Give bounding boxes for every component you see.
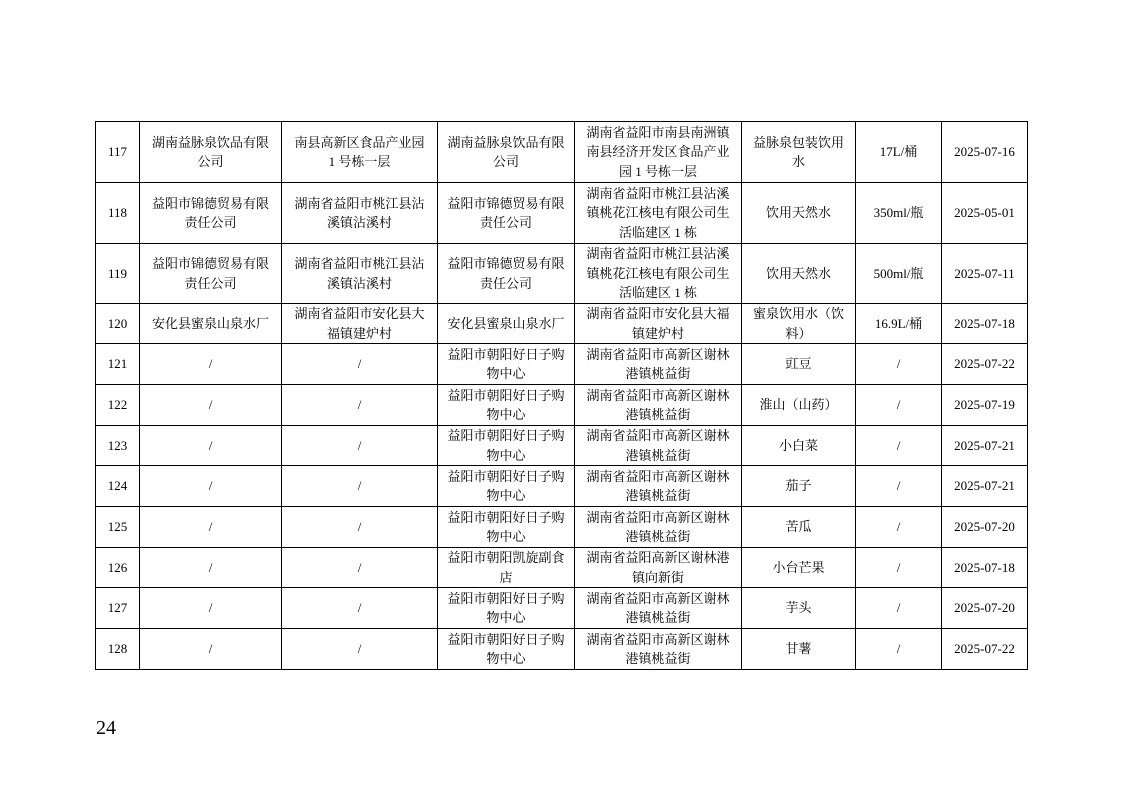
product-name-cell — [742, 588, 855, 628]
sampled-unit-name: 益阳市锦德贸易有限责任公司 — [447, 195, 565, 230]
sampled-unit-address: 湖南省益阳市高新区谢林港镇桃益街 — [586, 590, 730, 625]
specification: / — [896, 478, 901, 494]
product-name-cell — [742, 426, 855, 465]
production-date: 2025-07-22 — [954, 356, 1015, 372]
row-number-cell — [96, 588, 139, 628]
sampled-unit-address: 湖南省益阳市桃江县沾溪镇桃花江核电有限公司生活临建区 1 栋 — [586, 185, 730, 240]
sampled-unit-name: 益阳市朝阳好日子购物中心 — [447, 428, 565, 463]
producer-address-cell — [282, 304, 437, 343]
row-number-cell — [96, 385, 139, 425]
row-number: 117 — [107, 144, 128, 160]
product-name-cell — [742, 344, 855, 384]
specification: 350ml/瓶 — [873, 205, 924, 221]
specification-cell — [856, 466, 941, 506]
specification: 17L/桶 — [879, 144, 918, 160]
sampled-unit-name-cell — [438, 588, 574, 628]
specification-cell — [856, 304, 941, 343]
sampled-unit-name-cell — [438, 122, 574, 182]
product-name-cell — [742, 507, 855, 547]
sampled-unit-address: 湖南省益阳市安化县大福镇建炉村 — [586, 306, 730, 341]
production-date-cell — [942, 588, 1027, 628]
producer-address: 南县高新区食品产业园 1 号栋一层 — [294, 134, 425, 169]
row-number-cell — [96, 304, 139, 343]
sampled-unit-address: 湖南省益阳市高新区谢林港镇桃益街 — [586, 468, 730, 503]
production-date: 2025-05-01 — [954, 205, 1015, 221]
specification: 500ml/瓶 — [873, 265, 924, 281]
producer-name: / — [208, 397, 213, 413]
production-date: 2025-07-18 — [954, 559, 1015, 575]
sampled-unit-name: 益阳市朝阳好日子购物中心 — [447, 509, 565, 544]
sampled-unit-name: 安化县蜜泉山泉水厂 — [447, 315, 565, 331]
sampled-unit-name: 益阳市朝阳好日子购物中心 — [447, 468, 565, 503]
producer-name: / — [208, 478, 213, 494]
producer-address-cell — [282, 344, 437, 384]
sampled-unit-name-cell — [438, 344, 574, 384]
producer-name-cell — [140, 426, 281, 465]
row-number-cell — [96, 183, 139, 243]
specification: / — [896, 356, 901, 372]
sampled-unit-address-cell — [575, 629, 741, 669]
sampled-unit-name-cell — [438, 183, 574, 243]
production-date: 2025-07-20 — [954, 600, 1015, 616]
sampled-unit-address: 湖南省益阳市高新区谢林港镇桃益街 — [586, 631, 730, 666]
specification-cell — [856, 344, 941, 384]
row-number: 122 — [107, 397, 128, 413]
producer-name-cell — [140, 385, 281, 425]
production-date-cell — [942, 548, 1027, 587]
page-number: 24 — [96, 717, 116, 739]
row-number-cell — [96, 244, 139, 303]
producer-address: 湖南省益阳市桃江县沾溪镇沾溪村 — [294, 195, 425, 230]
production-date: 2025-07-20 — [954, 519, 1015, 535]
production-date-cell — [942, 244, 1027, 303]
production-date-cell — [942, 466, 1027, 506]
row-number: 121 — [107, 356, 128, 372]
producer-name-cell — [140, 244, 281, 303]
product-name: 饮用天然水 — [765, 205, 831, 221]
row-number: 126 — [107, 559, 128, 575]
product-name-cell — [742, 385, 855, 425]
sampled-unit-address-cell — [575, 426, 741, 465]
specification: / — [896, 600, 901, 616]
product-name: 豇豆 — [785, 356, 812, 372]
product-name-cell — [742, 244, 855, 303]
producer-address: / — [357, 519, 362, 535]
sampled-unit-name: 益阳市朝阳好日子购物中心 — [447, 387, 565, 422]
product-name-cell — [742, 304, 855, 343]
product-name-cell — [742, 548, 855, 587]
product-name-cell — [742, 183, 855, 243]
sampled-unit-name: 益阳市朝阳好日子购物中心 — [447, 346, 565, 381]
producer-name: / — [208, 641, 213, 657]
row-number-cell — [96, 507, 139, 547]
producer-name: / — [208, 600, 213, 616]
producer-name: / — [208, 356, 213, 372]
specification-cell — [856, 507, 941, 547]
specification-cell — [856, 183, 941, 243]
sampled-unit-address: 湖南省益阳市高新区谢林港镇桃益街 — [586, 346, 730, 381]
producer-name-cell — [140, 344, 281, 384]
sampling-results-table — [95, 121, 1028, 670]
row-number: 118 — [107, 205, 128, 221]
producer-name: 湖南益脉泉饮品有限公司 — [151, 134, 269, 169]
row-number: 120 — [107, 315, 128, 331]
producer-name: / — [208, 519, 213, 535]
product-name: 饮用天然水 — [765, 265, 831, 281]
row-number: 123 — [107, 437, 128, 453]
producer-name: / — [208, 559, 213, 575]
specification: / — [896, 559, 901, 575]
product-name: 苦瓜 — [785, 519, 812, 535]
specification: / — [896, 519, 901, 535]
producer-address: / — [357, 600, 362, 616]
sampled-unit-name-cell — [438, 466, 574, 506]
product-name: 蜜泉饮用水（饮料） — [752, 306, 844, 341]
sampled-unit-address: 湖南省益阳市高新区谢林港镇桃益街 — [586, 387, 730, 422]
specification-cell — [856, 244, 941, 303]
row-number: 119 — [107, 265, 128, 281]
sampled-unit-address: 湖南省益阳市高新区谢林港镇桃益街 — [586, 509, 730, 544]
specification: / — [896, 641, 901, 657]
row-number: 125 — [107, 519, 128, 535]
specification: / — [896, 397, 901, 413]
producer-address: / — [357, 397, 362, 413]
producer-name: 安化县蜜泉山泉水厂 — [151, 315, 269, 331]
product-name: 小白菜 — [778, 437, 818, 453]
sampled-unit-address: 湖南省益阳市南县南洲镇南县经济开发区食品产业园 1 号栋一层 — [586, 124, 730, 179]
sampled-unit-name-cell — [438, 304, 574, 343]
sampled-unit-address-cell — [575, 344, 741, 384]
specification-cell — [856, 588, 941, 628]
production-date: 2025-07-19 — [954, 397, 1015, 413]
sampled-unit-name: 益阳市朝阳好日子购物中心 — [447, 590, 565, 625]
production-date-cell — [942, 385, 1027, 425]
production-date: 2025-07-18 — [954, 315, 1015, 331]
production-date-cell — [942, 507, 1027, 547]
producer-address: / — [357, 437, 362, 453]
product-name: 茄子 — [785, 478, 812, 494]
specification: / — [896, 437, 901, 453]
sampled-unit-address-cell — [575, 122, 741, 182]
specification-cell — [856, 426, 941, 465]
production-date-cell — [942, 426, 1027, 465]
row-number-cell — [96, 629, 139, 669]
producer-address: 湖南省益阳市安化县大福镇建炉村 — [294, 306, 425, 341]
production-date-cell — [942, 629, 1027, 669]
sampled-unit-address: 湖南省益阳市高新区谢林港镇桃益街 — [586, 428, 730, 463]
sampled-unit-name-cell — [438, 548, 574, 587]
producer-address: / — [357, 356, 362, 372]
product-name: 益脉泉包装饮用水 — [752, 134, 844, 169]
producer-address-cell — [282, 183, 437, 243]
specification-cell — [856, 385, 941, 425]
specification-cell — [856, 629, 941, 669]
product-name: 淮山（山药） — [759, 397, 838, 413]
product-name: 芋头 — [785, 600, 812, 616]
product-name: 小台芒果 — [772, 559, 825, 575]
producer-address-cell — [282, 385, 437, 425]
sampled-unit-name-cell — [438, 244, 574, 303]
sampled-unit-address-cell — [575, 507, 741, 547]
row-number-cell — [96, 122, 139, 182]
producer-name-cell — [140, 507, 281, 547]
producer-name-cell — [140, 183, 281, 243]
sampled-unit-address-cell — [575, 183, 741, 243]
row-number: 124 — [107, 478, 128, 494]
producer-address: / — [357, 478, 362, 494]
specification-cell — [856, 122, 941, 182]
sampled-unit-address-cell — [575, 304, 741, 343]
producer-name: 益阳市锦德贸易有限责任公司 — [151, 256, 269, 291]
production-date-cell — [942, 344, 1027, 384]
production-date: 2025-07-11 — [954, 265, 1015, 281]
producer-name-cell — [140, 548, 281, 587]
producer-name-cell — [140, 304, 281, 343]
specification: 16.9L/桶 — [874, 315, 923, 331]
producer-address-cell — [282, 122, 437, 182]
sampled-unit-name: 益阳市朝阳好日子购物中心 — [447, 631, 565, 666]
specification-cell — [856, 548, 941, 587]
sampled-unit-address: 湖南省益阳高新区谢林港镇向新街 — [586, 550, 730, 585]
sampled-unit-address-cell — [575, 466, 741, 506]
producer-address-cell — [282, 507, 437, 547]
sampled-unit-name-cell — [438, 426, 574, 465]
producer-address-cell — [282, 466, 437, 506]
product-name-cell — [742, 466, 855, 506]
row-number-cell — [96, 466, 139, 506]
production-date-cell — [942, 304, 1027, 343]
producer-address-cell — [282, 244, 437, 303]
sampled-unit-name-cell — [438, 507, 574, 547]
producer-address: / — [357, 559, 362, 575]
product-name: 甘薯 — [785, 641, 812, 657]
sampled-unit-name: 湖南益脉泉饮品有限公司 — [447, 134, 565, 169]
producer-address-cell — [282, 426, 437, 465]
producer-name: 益阳市锦德贸易有限责任公司 — [151, 195, 269, 230]
producer-name-cell — [140, 588, 281, 628]
row-number-cell — [96, 548, 139, 587]
sampled-unit-name-cell — [438, 385, 574, 425]
sampled-unit-address-cell — [575, 244, 741, 303]
producer-name-cell — [140, 466, 281, 506]
row-number-cell — [96, 426, 139, 465]
row-number: 127 — [107, 600, 128, 616]
production-date: 2025-07-22 — [954, 641, 1015, 657]
sampled-unit-address-cell — [575, 385, 741, 425]
producer-name: / — [208, 437, 213, 453]
sampled-unit-name-cell — [438, 629, 574, 669]
product-name-cell — [742, 629, 855, 669]
sampled-unit-address-cell — [575, 588, 741, 628]
producer-address-cell — [282, 629, 437, 669]
sampled-unit-name: 益阳市朝阳凯旋副食店 — [447, 550, 565, 585]
production-date: 2025-07-21 — [954, 478, 1015, 494]
product-name-cell — [742, 122, 855, 182]
production-date-cell — [942, 183, 1027, 243]
producer-name-cell — [140, 629, 281, 669]
row-number: 128 — [107, 641, 128, 657]
producer-address-cell — [282, 588, 437, 628]
production-date-cell — [942, 122, 1027, 182]
production-date: 2025-07-16 — [954, 144, 1015, 160]
sampled-unit-address: 湖南省益阳市桃江县沾溪镇桃花江核电有限公司生活临建区 1 栋 — [586, 246, 730, 301]
producer-address-cell — [282, 548, 437, 587]
production-date: 2025-07-21 — [954, 437, 1015, 453]
sampled-unit-name: 益阳市锦德贸易有限责任公司 — [447, 256, 565, 291]
sampled-unit-address-cell — [575, 548, 741, 587]
producer-address: 湖南省益阳市桃江县沾溪镇沾溪村 — [294, 256, 425, 291]
producer-name-cell — [140, 122, 281, 182]
producer-address: / — [357, 641, 362, 657]
row-number-cell — [96, 344, 139, 384]
